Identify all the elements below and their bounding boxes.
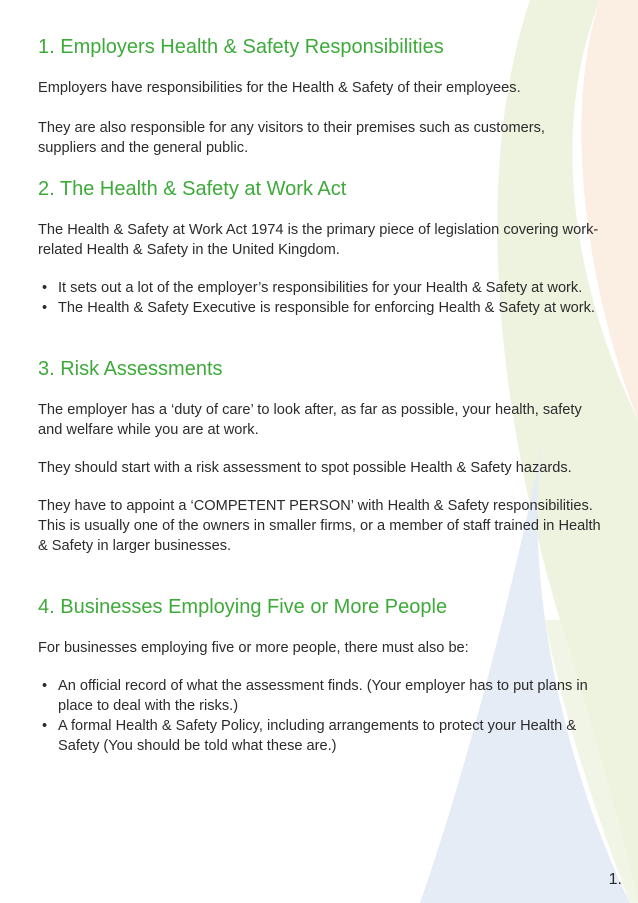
list-item-text: It sets out a lot of the employer’s responsibilities for your Health & Safety at work.	[58, 280, 583, 296]
section-4-paragraph-1: For businesses employing five or more people, there must also be:	[38, 640, 469, 656]
section-2-paragraph-1: The Health & Safety at Work Act 1974 is the primary piece of legislation covering work-related Health & Safety in the United Kingdom.	[38, 222, 599, 258]
bullet-icon: •	[42, 718, 48, 734]
section-4-heading: 4. Businesses Employing Five or More People	[38, 596, 448, 618]
section-4-bullet-list	[38, 676, 603, 756]
section-3-paragraph-3: They have to appoint a ‘COMPETENT PERSON’ with Health & Safety responsibilities. This is usually one of the owners in smaller firms, or a member of staff trained in Health & Safety in larger businesses.	[38, 498, 601, 554]
section-2-heading: 2. The Health & Safety at Work Act	[38, 178, 347, 200]
list-item-text: A formal Health & Safety Policy, including arrangements to protect your Health & Safety (You should be told what these are.)	[58, 718, 577, 754]
bullet-icon: •	[42, 280, 48, 296]
bullet-icon: •	[42, 678, 48, 694]
section-1-heading: 1. Employers Health & Safety Responsibilities	[38, 36, 444, 58]
list-item-text: The Health & Safety Executive is responsible for enforcing Health & Safety at work.	[58, 300, 595, 316]
list-item-text: An official record of what the assessment finds. (Your employer has to put plans in place to deal with the risks.)	[58, 678, 588, 714]
list-item	[38, 298, 603, 318]
section-3-heading: 3. Risk Assessments	[38, 358, 223, 380]
section-1-paragraph-2: They are also responsible for any visitors to their premises such as customers, suppliers and the general public.	[38, 120, 545, 156]
list-item	[38, 278, 603, 298]
section-1-paragraph-1: Employers have responsibilities for the Health & Safety of their employees.	[38, 80, 521, 96]
section-3-paragraph-2: They should start with a risk assessment to spot possible Health & Safety hazards.	[38, 460, 572, 476]
list-item	[38, 716, 603, 756]
page-number: 1.	[608, 871, 622, 888]
section-2-bullet-list	[38, 278, 603, 318]
bullet-icon: •	[42, 300, 48, 316]
section-3-paragraph-1: The employer has a ‘duty of care’ to look after, as far as possible, your health, safety and welfare while you are at work.	[38, 402, 582, 438]
list-item	[38, 676, 603, 716]
